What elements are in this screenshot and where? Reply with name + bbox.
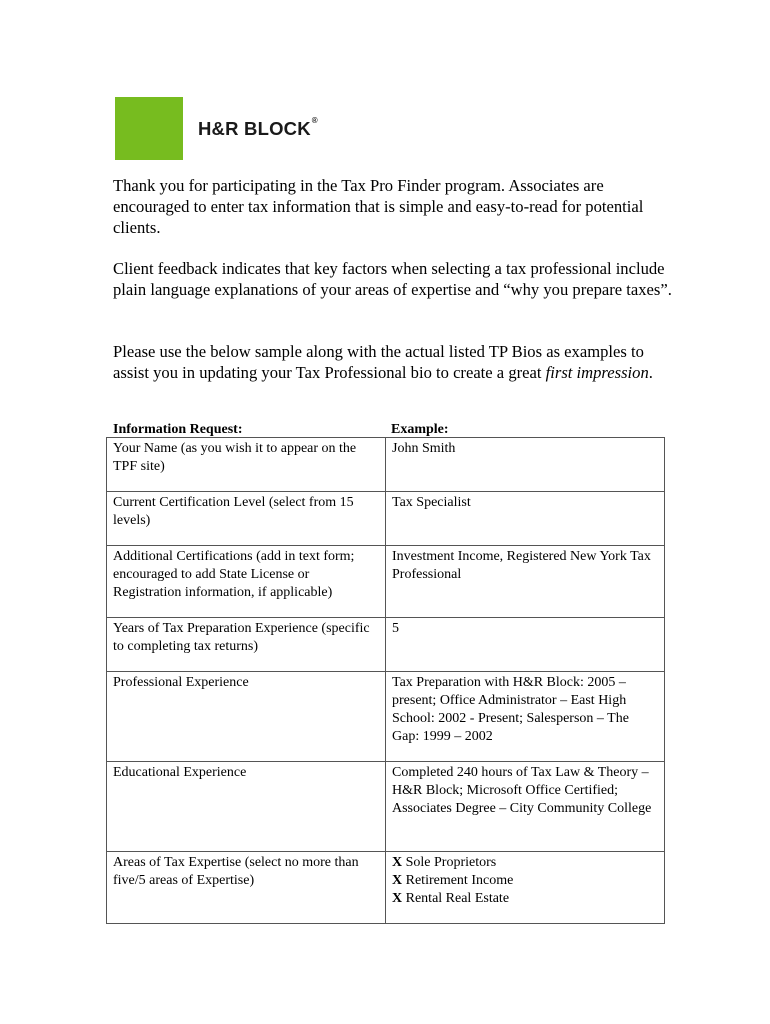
logo-brand-text: H&R BLOCK — [198, 117, 311, 139]
expertise-item — [392, 890, 658, 908]
expertise-item — [392, 854, 658, 872]
example-cell: Completed 240 hours of Tax Law & Theory – H&R Block; Microsoft Office Certified; Associates Degree – City Community College — [386, 762, 665, 852]
expertise-label: Sole Proprietors — [405, 855, 497, 870]
request-cell: Professional Experience — [107, 672, 386, 762]
header-example: Example: — [391, 422, 449, 437]
intro-paragraph-3 — [113, 341, 673, 383]
intro-paragraph-3-text: Please use the below sample along with the actual listed TP Bios as examples to assist you in updating your Tax Professional bio to create a great — [113, 342, 644, 382]
request-cell: Current Certification Level (select from 15 levels) — [107, 492, 386, 546]
intro-paragraph-1: Thank you for participating in the Tax Pro Finder program. Associates are encouraged to enter tax information that is simple and easy-to-read for potential clients. — [113, 176, 644, 237]
expertise-item — [392, 872, 658, 890]
selected-x-mark: X — [392, 855, 403, 870]
table-row — [107, 618, 665, 672]
request-cell: Areas of Tax Expertise (select no more than five/5 areas of Expertise) — [107, 852, 386, 924]
intro-paragraph-2: Client feedback indicates that key factors when selecting a tax professional include plain language explanations of your areas of expertise and “why you prepare taxes”. — [113, 259, 672, 299]
bio-sample-table — [106, 437, 665, 924]
request-cell: Additional Certifications (add in text form; encouraged to add State License or Registration information, if applicable) — [107, 546, 386, 618]
table-row — [107, 852, 665, 924]
table-row — [107, 546, 665, 618]
logo-green-square — [115, 97, 183, 160]
table-row — [107, 672, 665, 762]
example-cell: Investment Income, Registered New York Tax Professional — [386, 546, 665, 618]
example-cell: John Smith — [386, 438, 665, 492]
request-cell: Your Name (as you wish it to appear on the TPF site) — [107, 438, 386, 492]
header-information-request: Information Request: — [113, 422, 243, 437]
intro-paragraph-3-end: . — [648, 363, 653, 382]
selected-x-mark: X — [392, 891, 403, 906]
selected-x-mark: X — [392, 873, 403, 888]
example-cell: Tax Specialist — [386, 492, 665, 546]
logo-registered-mark: ® — [311, 115, 318, 125]
expertise-label: Rental Real Estate — [405, 891, 510, 906]
table-row — [107, 438, 665, 492]
request-cell: Educational Experience — [107, 762, 386, 852]
request-cell: Years of Tax Preparation Experience (specific to completing tax returns) — [107, 618, 386, 672]
example-cell: 5 — [386, 618, 665, 672]
expertise-cell — [386, 852, 665, 924]
table-row — [107, 762, 665, 852]
hr-block-logo — [115, 97, 328, 160]
table-row — [107, 492, 665, 546]
logo-wordmark — [198, 115, 318, 140]
first-impression-emphasis: first impression — [545, 363, 649, 382]
example-cell: Tax Preparation with H&R Block: 2005 – present; Office Administrator – East High School: 2002 - Present; Salesperson – The Gap: 1999 – 2002 — [386, 672, 665, 762]
expertise-label: Retirement Income — [405, 873, 514, 888]
